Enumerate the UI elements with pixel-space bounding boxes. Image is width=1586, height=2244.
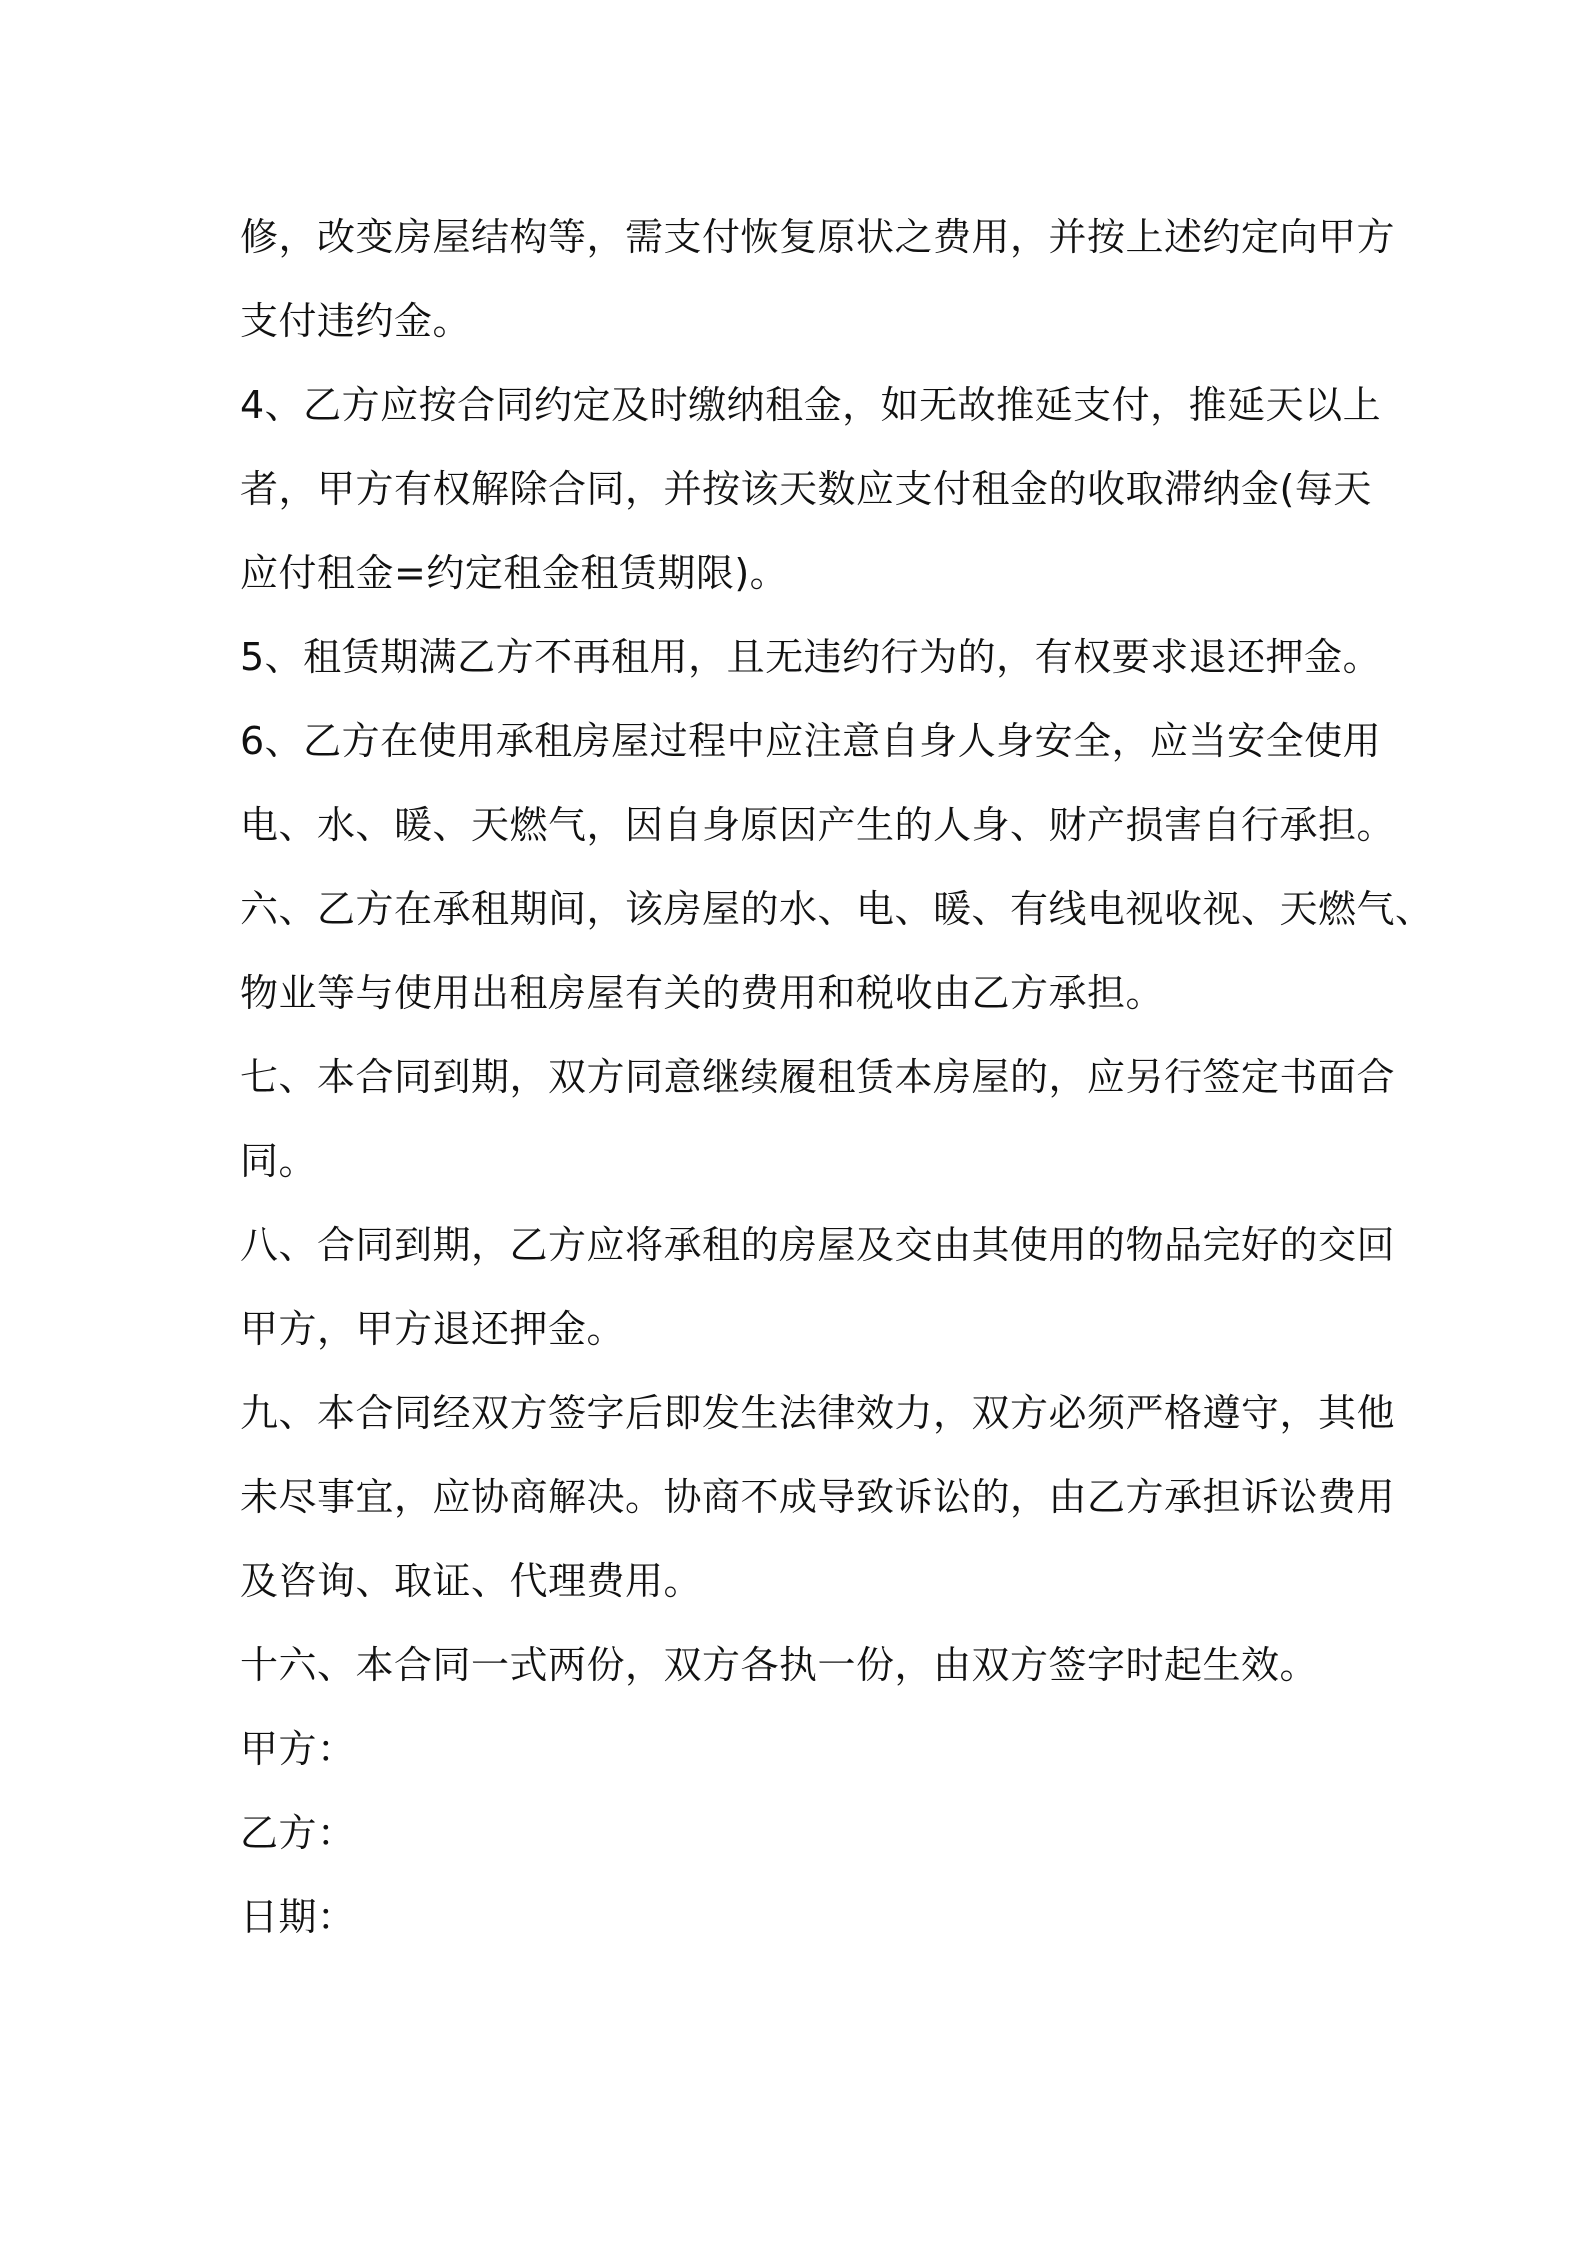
text-line: 支付违约金。 xyxy=(240,299,472,343)
text-line: 5、租赁期满乙方不再租用，且无违约行为的，有权要求退还押金。 xyxy=(240,635,1382,679)
text-line: 十六、本合同一式两份，双方各执一份，由双方签字时起生效。 xyxy=(240,1643,1319,1687)
text-line: 修，改变房屋结构等，需支付恢复原状之费用，并按上述约定向甲方 xyxy=(240,215,1396,259)
text-line: 甲方，甲方退还押金。 xyxy=(240,1307,626,1351)
text-line: 及咨询、取证、代理费用。 xyxy=(240,1559,703,1603)
text-line: 同。 xyxy=(240,1139,318,1183)
text-line: 4、乙方应按合同约定及时缴纳租金，如无故推延支付，推延天以上 xyxy=(240,383,1382,427)
text-line: 6、乙方在使用承租房屋过程中应注意自身人身安全，应当安全使用 xyxy=(240,719,1382,763)
contract-text xyxy=(240,195,1434,1959)
signature-party-a: 甲方： xyxy=(240,1727,356,1771)
text-line: 应付租金=约定租金租赁期限)。 xyxy=(240,551,789,595)
signature-party-b: 乙方： xyxy=(240,1811,356,1855)
text-line: 物业等与使用出租房屋有关的费用和税收由乙方承担。 xyxy=(240,971,1165,1015)
text-line: 未尽事宜，应协商解决。协商不成导致诉讼的，由乙方承担诉讼费用 xyxy=(240,1475,1396,1519)
text-line: 七、本合同到期，双方同意继续履租赁本房屋的，应另行签定书面合 xyxy=(240,1055,1396,1099)
text-line: 八、合同到期，乙方应将承租的房屋及交由其使用的物品完好的交回 xyxy=(240,1223,1396,1267)
text-line: 六、乙方在承租期间，该房屋的水、电、暖、有线电视收视、天燃气、 xyxy=(240,887,1434,931)
text-line: 电、水、暖、天燃气，因自身原因产生的人身、财产损害自行承担。 xyxy=(240,803,1396,847)
text-line: 者，甲方有权解除合同，并按该天数应支付租金的收取滞纳金(每天 xyxy=(240,467,1372,511)
text-line: 九、本合同经双方签字后即发生法律效力，双方必须严格遵守，其他 xyxy=(240,1391,1396,1435)
signature-date: 日期： xyxy=(240,1895,356,1939)
